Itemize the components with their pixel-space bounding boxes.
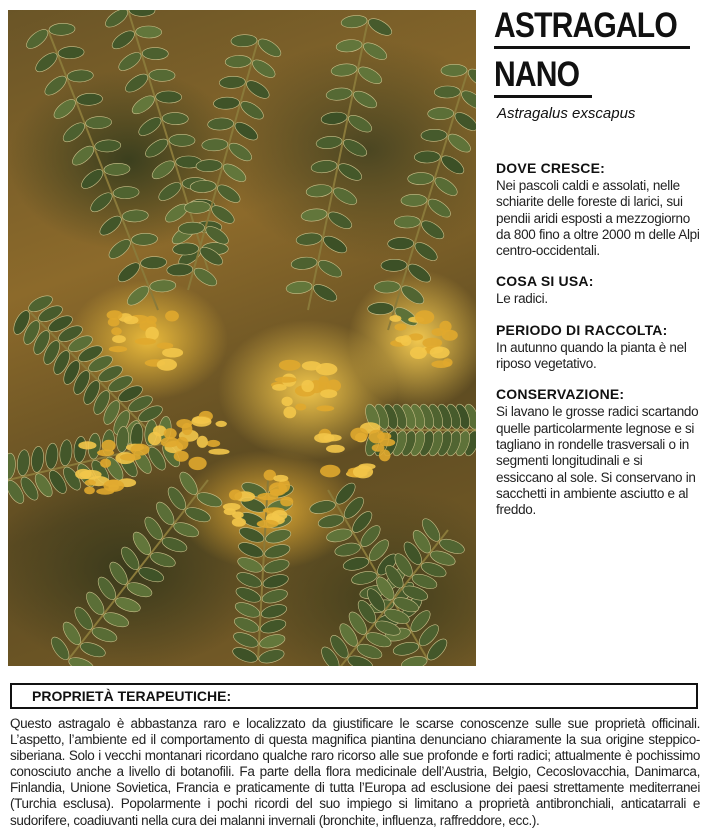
flower-petal [165, 311, 179, 322]
leaflet [441, 64, 467, 77]
leaflet [149, 69, 175, 82]
flower-petal [316, 363, 338, 375]
stem [48, 30, 158, 310]
leaflet [94, 139, 121, 152]
leaflet [232, 615, 261, 636]
section-text-storage: Si lavano le grosse radici scartando quelle particolarmente legnose e si tagliano in rondelle trasversali o in segmenti longitudinali e si essiccano al sole. Si conservano in sacchetti in ambiente asciutto e al freddo. [496, 404, 699, 518]
leaflet [78, 166, 106, 192]
leaflet [335, 38, 362, 53]
flower-petal [120, 454, 141, 461]
leaflet [226, 140, 254, 164]
flower-petal [275, 377, 297, 383]
leaflet [195, 490, 224, 510]
leaflet [330, 63, 357, 78]
leaflet [263, 542, 291, 560]
leaflet [260, 602, 288, 620]
flower-petal [189, 457, 207, 470]
leaflet [58, 46, 85, 59]
leaflet [236, 555, 265, 576]
page-title-line1: ASTRAGALO [494, 6, 677, 45]
leaflet [445, 131, 473, 156]
leaflet [408, 172, 434, 185]
leaflet [184, 505, 213, 525]
leaflet [238, 98, 266, 122]
leaflet [388, 237, 414, 250]
flower-petal [379, 449, 391, 461]
leaflet [309, 499, 337, 516]
flower-petal [280, 497, 293, 507]
flower-petal [207, 440, 221, 447]
leaflet [250, 56, 278, 80]
flower-petal [320, 389, 337, 398]
flower-petal [431, 360, 450, 368]
flower-petal [430, 347, 450, 359]
title-block [494, 6, 694, 104]
leaflet [102, 610, 131, 630]
flower-petal [135, 338, 156, 345]
stem [388, 70, 468, 330]
flower-petal [389, 315, 401, 322]
leaflet [392, 640, 420, 657]
flower-petal [100, 459, 111, 468]
leaflet [202, 138, 229, 151]
leaflet [235, 570, 264, 591]
leaflet [399, 282, 427, 307]
leaflet [334, 541, 362, 558]
section-heading-where: DOVE CRESCE: [496, 160, 605, 176]
leaflet [220, 161, 248, 185]
leaflet [432, 174, 460, 199]
leaflet [405, 261, 433, 286]
leaflet [140, 256, 167, 269]
page-title-line2: NANO [494, 55, 580, 94]
flower-petal [111, 327, 122, 335]
flower-petal [97, 449, 114, 456]
leaflet [425, 196, 453, 221]
flower-petal [232, 518, 246, 527]
leaflet [361, 39, 390, 62]
leaflet [237, 540, 266, 561]
leaflet [143, 136, 171, 161]
section-heading-harvest: PERIODO DI RACCOLTA: [496, 321, 668, 338]
leaflet [295, 232, 322, 247]
section-heading-storage: CONSERVAZIONE: [496, 386, 625, 403]
leaflet [123, 71, 151, 96]
flower-petal [316, 405, 334, 411]
flower-petal [109, 346, 127, 352]
leaflet [340, 14, 367, 29]
flower-petal [146, 316, 157, 324]
leaflet [285, 280, 312, 295]
flower-petal [350, 428, 368, 442]
leaflet [342, 555, 370, 572]
stem [28, 310, 148, 430]
leaflet [125, 580, 154, 600]
leaflet [305, 183, 332, 198]
leaflet [103, 10, 131, 31]
section-text-harvest: In autunno quando la pianta è nel riposo vegetativo. [496, 339, 687, 372]
leaflet [59, 439, 73, 466]
leaflet [73, 436, 87, 463]
leaflet [368, 302, 394, 315]
flower-petal [326, 445, 345, 453]
leaflet [167, 263, 194, 276]
flower-petal [191, 417, 211, 427]
leaflet [8, 453, 16, 480]
leaflet [149, 279, 176, 292]
flower-petal [314, 433, 334, 443]
flower-petal [112, 335, 126, 343]
plant-illustration [8, 10, 476, 666]
leaflet [326, 209, 355, 232]
flower-petal [410, 347, 427, 359]
leaflet [104, 163, 131, 176]
flower-petal [283, 407, 296, 419]
leaflet [439, 152, 467, 177]
properties-text: Questo astragalo è abbastanza raro e localizzato da giustificare le scarse conoscenze sulle sue proprietà officinali. L’aspetto, l’ambiente ed il comportamento di questa magnifica piantina denunciano chiaramente la sua origine steppico-siberiana. Solo i vecchi montanari ricordano qualche raro ricorso alle sue profonde e forti radici; attualmente è pochissimo conosciuto anche a livello di botanofili. Fa parte della flora medicinale dell’Austria, Belgio, Cecoslovacchia, Danimarca, Finlandia, Unione Sovietica, Francia e praticamente di tutta l’Europa ad esclusione dei paesi strettamente mediterranei (Turchia esclusa). Popolarmente i pochi ricordi del suo impiego si limitano a proprietà antibronchiali, anticatarrali e sudorifere, coadiuvanti nella cura dei malanni invernali (bronchite, influenza, raffreddore, ecc.). [10, 716, 700, 828]
leaflet [207, 117, 234, 130]
leaflet [351, 88, 380, 111]
leaflet [16, 449, 30, 476]
leaflet [129, 10, 155, 17]
leaflet [315, 135, 342, 150]
flower-petal [157, 359, 177, 371]
leaflet [85, 116, 112, 129]
section-text-use: Le radici. [496, 291, 548, 307]
leaflet [257, 647, 285, 665]
leaflet [262, 572, 290, 590]
info-sidebar [496, 160, 700, 532]
leaflet [45, 443, 59, 470]
leaflet [232, 119, 260, 143]
leaflet [232, 630, 261, 651]
leaflet [191, 265, 219, 289]
flower-petal [257, 520, 279, 528]
leaflet [169, 134, 195, 147]
flower-petal [415, 310, 434, 324]
leaflet [23, 26, 51, 52]
leaflet [259, 617, 287, 635]
flower-petal [208, 449, 229, 455]
flower-petal [84, 487, 95, 495]
flower-petal [174, 451, 189, 462]
leaflet [219, 76, 246, 89]
leaflet [30, 446, 44, 473]
leaflet [215, 181, 243, 205]
leaflet [106, 236, 134, 262]
flower-petal [75, 469, 91, 479]
leaflet [419, 217, 447, 242]
leaflet [412, 239, 440, 264]
flower-petal [257, 493, 278, 500]
leaflet [258, 632, 286, 650]
leaflet [136, 114, 164, 139]
leaflet [178, 222, 205, 235]
leaflet [321, 233, 350, 256]
leaflet [255, 36, 283, 60]
leaflet [290, 256, 317, 271]
flower-petal [229, 490, 242, 501]
leaflet [428, 107, 454, 120]
leaflet [401, 194, 427, 207]
leaflet [142, 47, 168, 60]
flower-petal [301, 380, 314, 392]
leaflet [225, 55, 252, 68]
leaflet [366, 15, 395, 38]
flower-petal [395, 324, 407, 331]
leaflet [233, 600, 262, 621]
leaflet [325, 87, 352, 102]
leaflet [244, 77, 272, 101]
flower-petal [164, 428, 177, 439]
flower-petal [279, 360, 301, 371]
latin-name: Astragalus exscapus [497, 105, 636, 122]
properties-heading-box [10, 683, 698, 709]
leaflet [316, 257, 345, 280]
leaflet [67, 69, 94, 82]
title-underline-2 [494, 95, 592, 98]
flower-petal [157, 343, 173, 349]
leaflet [172, 520, 201, 540]
leaflet [356, 64, 385, 87]
flower-petal [282, 397, 293, 407]
leaflet [113, 186, 140, 199]
leaflet [320, 111, 347, 126]
flower-petal [442, 330, 458, 341]
flower-petal [272, 510, 288, 520]
flower-petal [108, 318, 120, 327]
leaflet [131, 233, 158, 246]
leaflet [341, 136, 370, 159]
leaflet [231, 645, 260, 666]
leaflet [237, 525, 266, 546]
leaflet [213, 97, 240, 110]
flower-petal [85, 480, 96, 486]
leaflet [137, 565, 166, 585]
leaflet [234, 585, 263, 606]
leaflet [162, 112, 188, 125]
leaflet [336, 160, 365, 183]
leaflet [325, 527, 353, 544]
leaflet [122, 209, 149, 222]
leaflet [434, 86, 460, 99]
flower-petal [273, 475, 288, 482]
leaflet [374, 281, 400, 294]
section-heading-use: COSA SI USA: [496, 273, 594, 290]
leaflet [79, 640, 108, 660]
leaflet [346, 112, 375, 135]
plant-photo [8, 10, 476, 666]
flower-petal [400, 335, 411, 346]
title-underline-1 [494, 46, 690, 49]
leaflet [310, 159, 337, 174]
leaflet [90, 625, 119, 645]
flower-petal [197, 436, 208, 448]
leaflet [156, 179, 184, 204]
leaflet [156, 91, 182, 104]
leaflet [49, 23, 76, 36]
leaflet [149, 157, 177, 182]
properties-heading: PROPRIETÀ TERAPEUTICHE: [32, 688, 232, 704]
leaflet [381, 259, 407, 272]
flower-petal [369, 430, 385, 444]
flower-petal [162, 348, 183, 358]
section-text-where: Nei pascoli caldi e assolati, nelle schiarite delle foreste di larici, sui pendii aridi esposti a mezzogiorno da 800 fino a oltre 2000 m delle Alpi centro-occidentali. [496, 178, 700, 259]
flower-petal [124, 316, 139, 324]
leaflet [264, 527, 292, 545]
leaflet [51, 96, 79, 122]
leaflet [311, 281, 340, 304]
flower-petal [353, 465, 373, 478]
leaflet [136, 26, 162, 39]
stem [68, 480, 208, 660]
leaflet [317, 513, 345, 530]
leaflet [262, 557, 290, 575]
leaflet [331, 184, 360, 207]
leaflet [160, 535, 189, 555]
flower-petal [295, 404, 306, 411]
leaflet [116, 49, 144, 74]
leaflet [231, 34, 258, 47]
leaflet [300, 208, 327, 223]
leaflet [129, 92, 157, 117]
flower-petal [182, 423, 193, 435]
flower-petal [272, 384, 287, 391]
leaflet [414, 151, 440, 164]
flower-petal [216, 421, 227, 427]
flower-petal [224, 508, 236, 515]
leaflet [109, 27, 137, 52]
flower-petal [78, 441, 96, 449]
leaflet [350, 569, 378, 586]
leaflet [394, 216, 420, 229]
leaflet [400, 654, 428, 666]
leaflet [76, 93, 103, 106]
leaflet [261, 587, 289, 605]
leaflet [114, 595, 143, 615]
flower-petal [320, 465, 340, 478]
leaflet [149, 550, 178, 570]
flower-petal [103, 480, 124, 492]
leaflet [421, 129, 447, 142]
